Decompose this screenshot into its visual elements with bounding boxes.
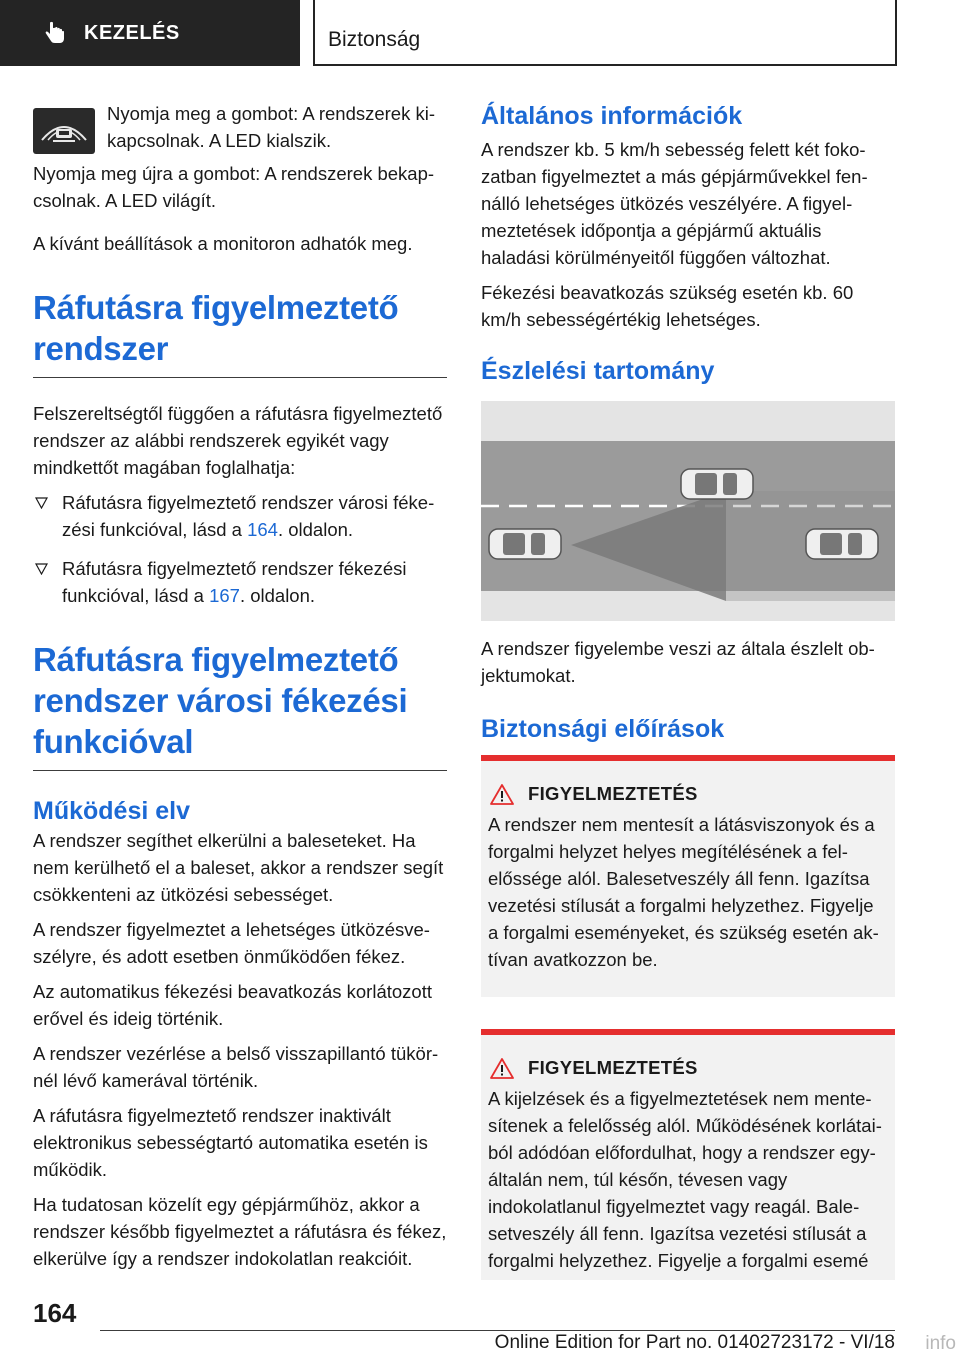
triangle-bullet-icon: [35, 497, 48, 509]
subheading-detection: Észlelési tartomány: [481, 357, 715, 385]
own-car: [489, 529, 561, 559]
paragraph-monitor: A kívánt beállítások a monitoron adhatók meg.: [33, 233, 413, 254]
subheading-safety: Biztonsági előírások: [481, 715, 725, 743]
detection-caption: A rendszer figyelembe veszi az általa észlelt objektumokat.: [481, 638, 875, 686]
general-paragraph: Fékezési beavatkozás szükség esetén kb. 60 km/h sebességértékig lehetséges.: [481, 282, 854, 330]
section-heading-1: Ráfutásra figyelmeztető rendszer: [33, 289, 399, 367]
watermark: info: [925, 1333, 956, 1354]
car-ahead-lane-2: [806, 529, 878, 559]
principle-paragraph: A rendszer vezérlése a belső visszapillantó tükörnél lévő kamerával történik.: [33, 1043, 439, 1091]
button-instruction: [33, 100, 447, 154]
warning-triangle-icon: [490, 783, 514, 805]
principle-paragraph: A rendszer figyelmeztet a lehetséges ütközésveszélyre, és adott esetben önműködően fékez.: [33, 919, 430, 967]
intro-paragraph: Felszereltségtől függően a ráfutásra figyelmeztető rendszer az alábbi rendszerek egyikét vagy mindkettőt magában foglalhatja:: [33, 403, 443, 478]
chapter-label: Biztonság: [328, 28, 421, 51]
page-link[interactable]: 164: [247, 519, 278, 540]
detection-range-illustration: [481, 401, 895, 621]
button-text: Nyomja meg a gombot: A rendszerek kikapcsolnak. A LED kialszik.: [107, 103, 436, 151]
warning-text: A kijelzések és a figyelmeztetések nem mentesítenek a felelősség alól. Működésének korlátaiból adódóan előfordulhat, hogy a rendszer egyáltalán nem, túl későn, tévesen vagy indokolatlanul figyelmeztet vagy reagál. Balesetveszély áll fenn. Igazítsa vezetési stílusát a forgalmi helyzethez. Figyelje a forgalmi esemé: [488, 1088, 882, 1271]
principle-paragraph: Ha tudatosan közelít egy gépjárműhöz, akkor a rendszer később figyelmeztet a ráfutásra és fékez, elkerülve így a rendszer indokolatlan reakcióit.: [33, 1194, 447, 1269]
right-column: [481, 100, 895, 1280]
section-label: KEZELÉS: [84, 21, 180, 44]
edition-text: Online Edition for Part no. 01402723172 - VI/18: [494, 1332, 895, 1353]
list-item: Ráfutásra figyelmeztető rendszer városi fékezési funkcióval, lásd a 164. oldalon.: [33, 489, 447, 543]
collision-warning-button-icon: [33, 108, 95, 154]
principle-paragraph: Az automatikus fékezési beavatkozás korlátozott erővel és ideig történik.: [33, 981, 432, 1029]
warning-text: A rendszer nem mentesít a látásviszonyok és a forgalmi helyzet helyes megítélésének a felelőssége alól. Balesetveszély áll fenn. Igazítsa vezetési stílusát a forgalmi helyzethez. Figyelje a forgalmi eseményeket, és szükség esetén aktívan avatkozzon be.: [488, 814, 879, 970]
warning-title: FIGYELMEZTETÉS: [528, 783, 698, 804]
section-tab: [0, 0, 300, 66]
triangle-bullet-icon: [35, 563, 48, 575]
warning-title: FIGYELMEZTETÉS: [528, 1057, 698, 1078]
pointing-hand-icon: [42, 20, 68, 46]
car-ahead-lane-1: [681, 469, 753, 499]
detection-range-figure: [481, 401, 895, 621]
footer-rule: [100, 1330, 895, 1331]
page-link[interactable]: 167: [209, 585, 240, 606]
warning-triangle-icon: [490, 1057, 514, 1079]
subheading-general: Általános információk: [481, 102, 743, 130]
general-paragraph: A rendszer kb. 5 km/h sebesség felett két fokozatban figyelmeztet a más gépjárművekkel fennálló lehetséges ütközés veszélyére. A figyelmeztetések időpontja a gépjármű aktuális haladási körülményeitől függően változhat.: [481, 139, 868, 268]
left-column: [33, 100, 447, 1280]
principle-paragraph: A ráfutásra figyelmeztető rendszer inaktivált elektronikus sebességtartó automatika esetén is működik.: [33, 1105, 428, 1180]
list-item: Ráfutásra figyelmeztető rendszer fékezési funkcióval, lásd a 167. oldalon.: [33, 555, 447, 609]
subheading-principle: Működési elv: [33, 797, 190, 825]
paragraph-on: Nyomja meg újra a gombot: A rendszerek bekapcsolnak. A LED világít.: [33, 163, 435, 211]
bullet-list: [33, 489, 447, 609]
page-number: 164: [33, 1298, 77, 1328]
chapter-box: [313, 0, 897, 66]
warning-box: [481, 755, 895, 997]
section-heading-2: Ráfutásra figyelmeztető rendszer városi fékezési funkcióval: [33, 641, 408, 760]
principle-paragraph: A rendszer segíthet elkerülni a baleseteket. Ha nem kerülhető el a baleset, akkor a rendszer segít csökkenteni az ütközési sebességet.: [33, 830, 444, 905]
warning-box: [481, 1029, 895, 1280]
